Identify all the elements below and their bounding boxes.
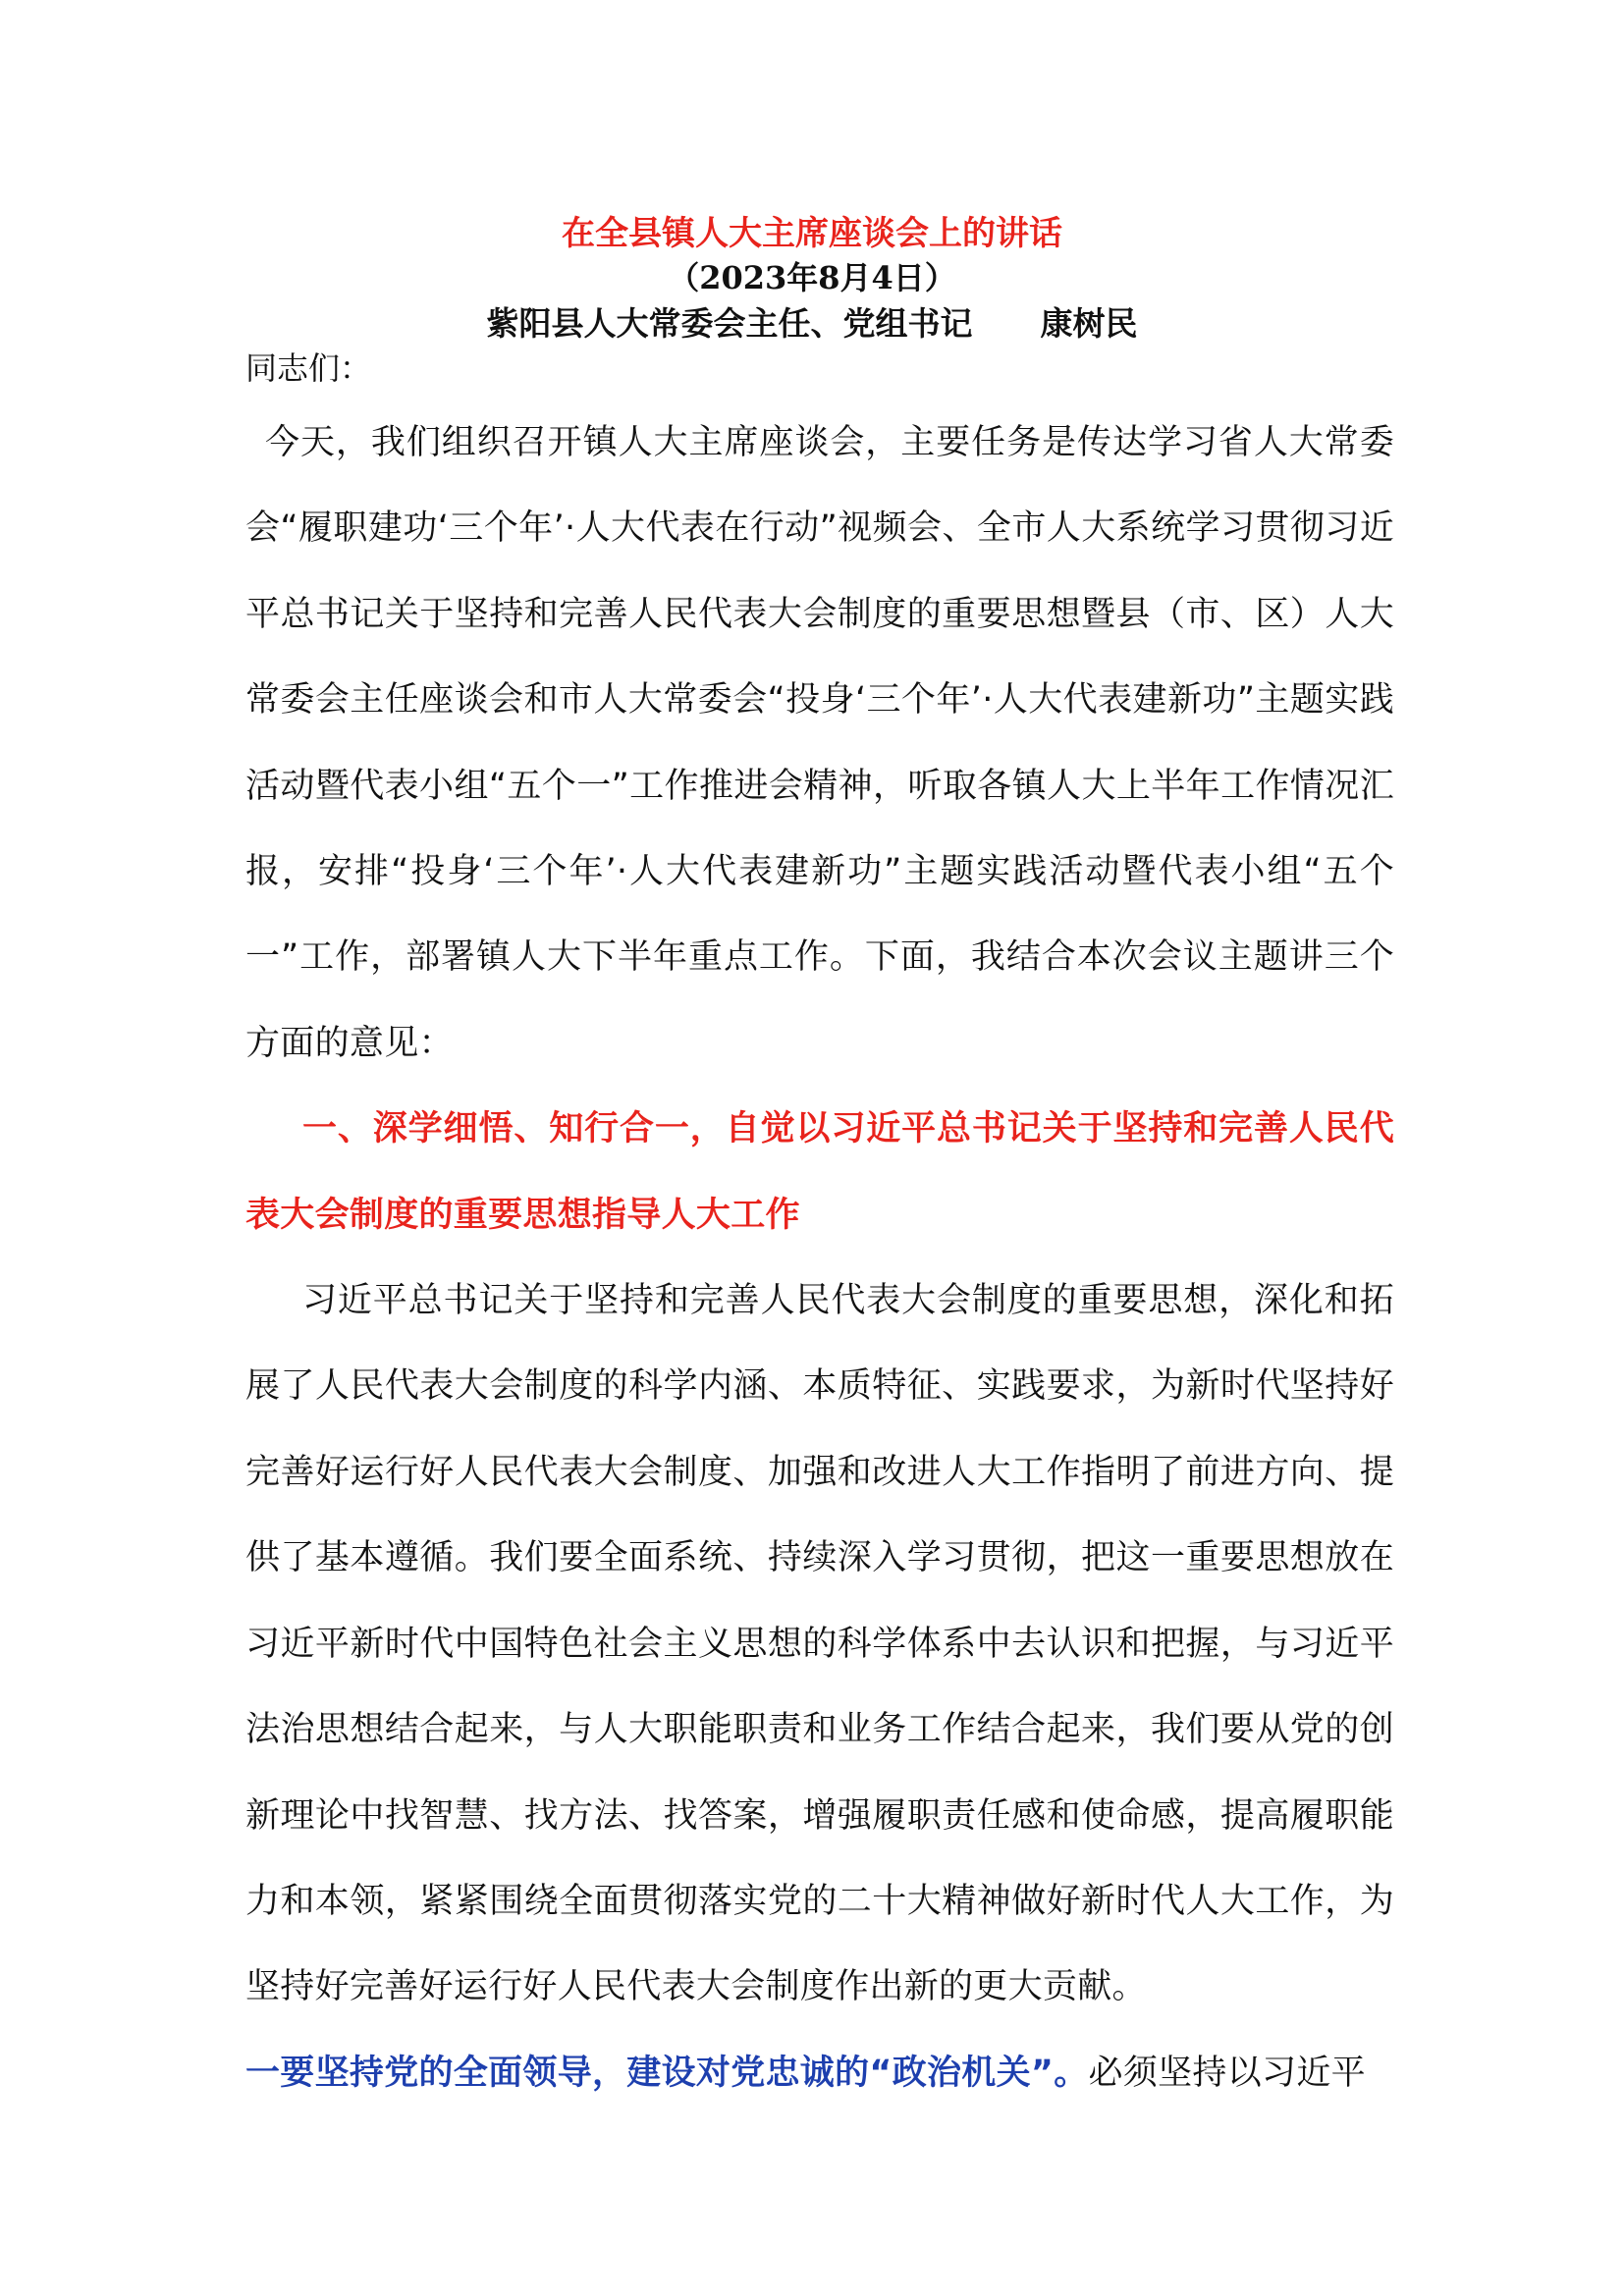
- document-byline: 紫阳县人大常委会主任、党组书记 康树民: [486, 304, 1138, 343]
- section-heading-1: 一、深学细悟、知行合一，自觉以习近平总书记关于坚持和完善人民代表大会制度的重要思想指导人大工作: [245, 1109, 1394, 1235]
- document-body: [245, 400, 1394, 2116]
- point-1-lead: 一要坚持党的全面领导，建设对党忠诚的“政治机关”。: [245, 2053, 1089, 2093]
- greeting: 同志们：: [245, 349, 372, 387]
- document-date: （2023年8月4日）: [668, 259, 956, 296]
- intro-paragraph: 今天，我们组织召开镇人大主席座谈会，主要任务是传达学习省人大常委会“履职建功‘三个年’·人大代表在行动”视频会、全市人大系统学习贯彻习近平总书记关于坚持和完善人民代表大会制度的重要思想暨县（市、区）人大常委会主任座谈会和市人大常委会“投身‘三个年’·人大代表建新功”主题实践活动暨代表小组“五个一”工作推进会精神，听取各镇人大上半年工作情况汇报，安排“投身‘三个年’·人大代表建新功”主题实践活动暨代表小组“五个一”工作，部署镇人大下半年重点工作。下面，我结合本次会议主题讲三个方面的意见：: [245, 423, 1394, 1063]
- point-1-text: 必须坚持以习近平: [1088, 2053, 1366, 2093]
- document-title: 在全县镇人大主席座谈会上的讲话: [562, 214, 1062, 253]
- point-1-paragraph: [245, 2031, 1394, 2116]
- section-1-paragraph: 习近平总书记关于坚持和完善人民代表大会制度的重要思想，深化和拓展了人民代表大会制度的科学内涵、本质特征、实践要求，为新时代坚持好完善好运行好人民代表大会制度、加强和改进人大工作指明了前进方向、提供了基本遵循。我们要全面系统、持续深入学习贯彻，把这一重要思想放在习近平新时代中国特色社会主义思想的科学体系中去认识和把握，与习近平法治思想结合起来，与人大职能职责和业务工作结合起来，我们要从党的创新理论中找智慧、找方法、找答案，增强履职责任感和使命感，提高履职能力和本领，紧紧围绕全面贯彻落实党的二十大精神做好新时代人大工作，为坚持好完善好运行好人民代表大会制度作出新的更大贡献。: [245, 1281, 1394, 2007]
